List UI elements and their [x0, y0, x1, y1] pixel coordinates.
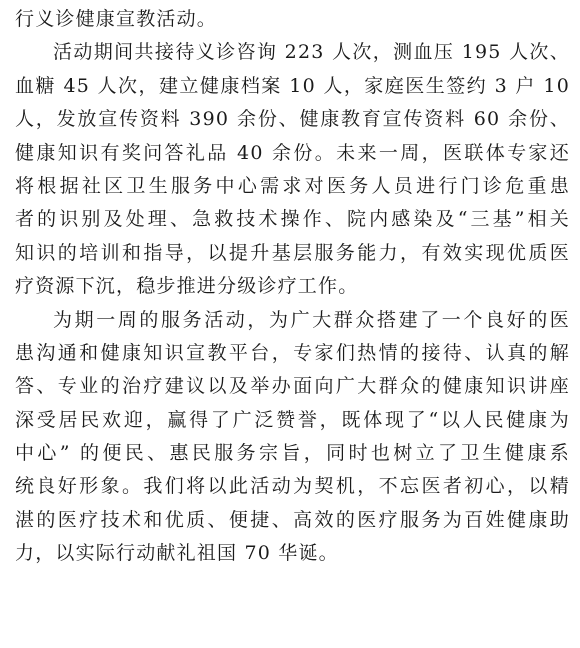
text-line: 活动期间共接待义诊咨询 223 人次，测血压 195 人次、: [53, 41, 570, 64]
text-line: 知识的培训和指导，以提升基层服务能力，有效实现优质医: [15, 241, 570, 264]
text-line: 统良好形象。我们将以此活动为契机，不忘医者初心，以精: [15, 475, 570, 498]
text-line: 行义诊健康宣教活动。: [15, 8, 218, 30]
text-line: 将根据社区卫生服务中心需求对医务人员进行门诊危重患: [15, 174, 570, 197]
text-line: 湛的医疗技术和优质、便捷、高效的医疗服务为百姓健康助: [15, 508, 570, 531]
text-line: 答、专业的治疗建议以及举办面向广大群众的健康知识讲座: [15, 375, 570, 398]
text-line: 人，发放宣传资料 390 余份、健康教育宣传资料 60 余份、: [15, 108, 570, 131]
text-line: 力，以实际行动献礼祖国 70 华诞。: [15, 542, 339, 565]
text-line: 健康知识有奖问答礼品 40 余份。未来一周，医联体专家还: [15, 141, 570, 164]
text-line: 为期一周的服务活动，为广大群众搭建了一个良好的医: [53, 308, 570, 331]
text-line: 中心” 的便民、惠民服务宗旨，同时也树立了卫生健康系: [15, 442, 570, 465]
article-body: [15, 3, 570, 571]
text-line: 深受居民欢迎，赢得了广泛赞誉，既体现了“以人民健康为: [15, 408, 570, 431]
text-line: 血糖 45 人次，建立健康档案 10 人，家庭医生签约 3 户 10: [15, 74, 570, 97]
text-line: 患沟通和健康知识宣教平台，专家们热情的接待、认真的解: [15, 341, 570, 364]
text-line: 者的识别及处理、急救技术操作、院内感染及“三基”相关: [15, 208, 570, 231]
text-line: 疗资源下沉，稳步推进分级诊疗工作。: [15, 275, 359, 298]
